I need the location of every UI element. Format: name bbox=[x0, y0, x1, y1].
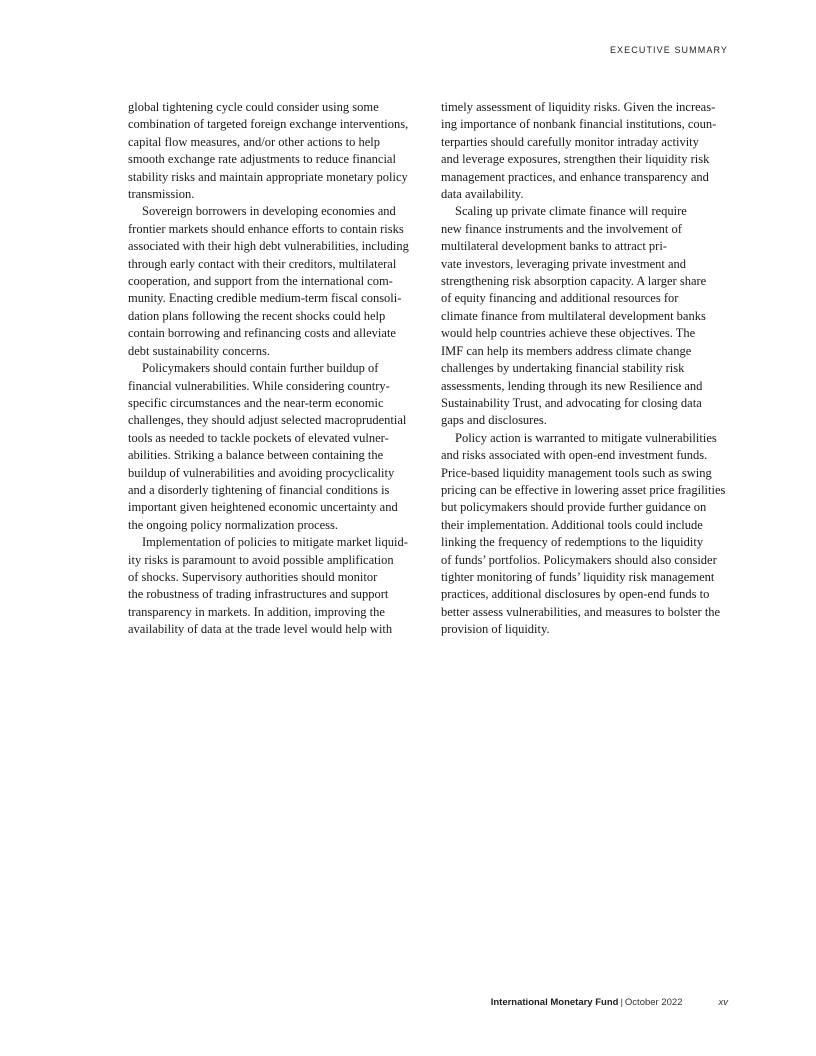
text-line: availability of data at the trade level would help with bbox=[128, 622, 393, 637]
text-line: Policy action is warranted to mitigate vulnerabilities bbox=[455, 430, 717, 445]
text-line: specific circumstances and the near-term economic bbox=[128, 395, 384, 410]
page-number: xv bbox=[718, 997, 728, 1008]
text-line: associated with their high debt vulnerabilities, including bbox=[128, 239, 409, 254]
text-line: climate finance from multilateral development banks bbox=[441, 308, 706, 323]
text-line: capital flow measures, and/or other actions to help bbox=[128, 134, 381, 149]
text-line: pricing can be effective in lowering asset price fragilities bbox=[441, 482, 726, 497]
text-line: the robustness of trading infrastructures and support bbox=[128, 587, 389, 602]
text-line: and risks associated with open-end investment funds. bbox=[441, 448, 708, 463]
text-line: stability risks and maintain appropriate monetary policy bbox=[128, 169, 408, 184]
text-line: abilities. Striking a balance between containing the bbox=[128, 448, 384, 463]
text-line: of funds’ portfolios. Policymakers should also consider bbox=[441, 552, 717, 567]
text-line: combination of targeted foreign exchange interventions, bbox=[128, 117, 409, 132]
running-header: EXECUTIVE SUMMARY bbox=[609, 45, 728, 55]
text-line: provision of liquidity. bbox=[441, 622, 550, 637]
text-line: timely assessment of liquidity risks. Given the increas- bbox=[441, 100, 716, 114]
text-line: better assess vulnerabilities, and measures to bolster the bbox=[441, 604, 721, 619]
text-line: tighter monitoring of funds’ liquidity risk management bbox=[441, 569, 715, 584]
text-line: Sovereign borrowers in developing economies and bbox=[142, 204, 396, 219]
text-line: Price-based liquidity management tools such as swing bbox=[441, 465, 712, 480]
text-line: assessments, lending through its new Resilience and bbox=[441, 378, 703, 393]
text-line: practices, additional disclosures by open-end funds to bbox=[441, 587, 710, 602]
text-line: multilateral development banks to attract pri- bbox=[441, 239, 667, 254]
left-column bbox=[128, 99, 418, 639]
text-line: of equity financing and additional resources for bbox=[441, 291, 679, 306]
text-line: munity. Enacting credible medium-term fiscal consoli- bbox=[128, 291, 402, 306]
text-line: contain borrowing and refinancing costs and alleviate bbox=[128, 326, 396, 341]
text-line: debt sustainability concerns. bbox=[128, 343, 270, 358]
text-line: Implementation of policies to mitigate market liquid- bbox=[142, 535, 408, 550]
text-line: challenges, they should adjust selected macroprudential bbox=[128, 413, 407, 428]
text-line: their implementation. Additional tools could include bbox=[441, 517, 703, 532]
text-line: vate investors, leveraging private investment and bbox=[441, 256, 687, 271]
text-line: Policymakers should contain further buildup of bbox=[142, 361, 379, 376]
footer-date: October 2022 bbox=[624, 997, 683, 1008]
page-footer bbox=[491, 997, 728, 1008]
text-line: frontier markets should enhance efforts to contain risks bbox=[128, 221, 404, 236]
text-line: IMF can help its members address climate change bbox=[441, 343, 692, 358]
text-line: management practices, and enhance transparency and bbox=[441, 169, 709, 184]
text-line: important given heightened economic uncertainty and bbox=[128, 500, 398, 515]
text-line: gaps and disclosures. bbox=[441, 413, 547, 428]
text-line: challenges by undertaking financial stability risk bbox=[441, 361, 685, 376]
text-line: would help countries achieve these objectives. The bbox=[441, 326, 696, 341]
text-line: transparency in markets. In addition, improving the bbox=[128, 604, 385, 619]
text-line: of shocks. Supervisory authorities should monitor bbox=[128, 569, 378, 584]
text-line: but policymakers should provide further guidance on bbox=[441, 500, 707, 515]
text-line: Sustainability Trust, and advocating for closing data bbox=[441, 395, 702, 410]
text-line: data availability. bbox=[441, 187, 524, 202]
text-line: cooperation, and support from the international com- bbox=[128, 274, 393, 289]
text-line: terparties should carefully monitor intraday activity bbox=[441, 134, 699, 149]
text-line: and leverage exposures, strengthen their liquidity risk bbox=[441, 152, 710, 167]
text-line: through early contact with their creditors, multilateral bbox=[128, 256, 397, 271]
text-line: transmission. bbox=[128, 187, 195, 202]
text-line: linking the frequency of redemptions to the liquidity bbox=[441, 535, 704, 550]
text-line: dation plans following the recent shocks could help bbox=[128, 308, 386, 323]
text-line: strengthening risk absorption capacity. A larger share bbox=[441, 274, 707, 289]
text-line: ity risks is paramount to avoid possible amplification bbox=[128, 552, 394, 567]
text-line: and a disorderly tightening of financial conditions is bbox=[128, 482, 390, 497]
text-line: tools as needed to tackle pockets of elevated vulner- bbox=[128, 430, 389, 445]
text-line: global tightening cycle could consider using some bbox=[128, 100, 379, 114]
footer-publisher: International Monetary Fund bbox=[490, 997, 619, 1008]
text-line: financial vulnerabilities. While considering country- bbox=[128, 378, 390, 393]
text-line: new finance instruments and the involvement of bbox=[441, 221, 682, 236]
right-column bbox=[441, 99, 732, 639]
text-line: Scaling up private climate finance will require bbox=[455, 204, 687, 219]
text-line: buildup of vulnerabilities and avoiding procyclicality bbox=[128, 465, 395, 480]
text-line: ing importance of nonbank financial institutions, coun- bbox=[441, 117, 717, 132]
footer-separator: | bbox=[620, 997, 623, 1008]
text-line: smooth exchange rate adjustments to reduce financial bbox=[128, 152, 396, 167]
text-line: the ongoing policy normalization process. bbox=[128, 517, 339, 532]
